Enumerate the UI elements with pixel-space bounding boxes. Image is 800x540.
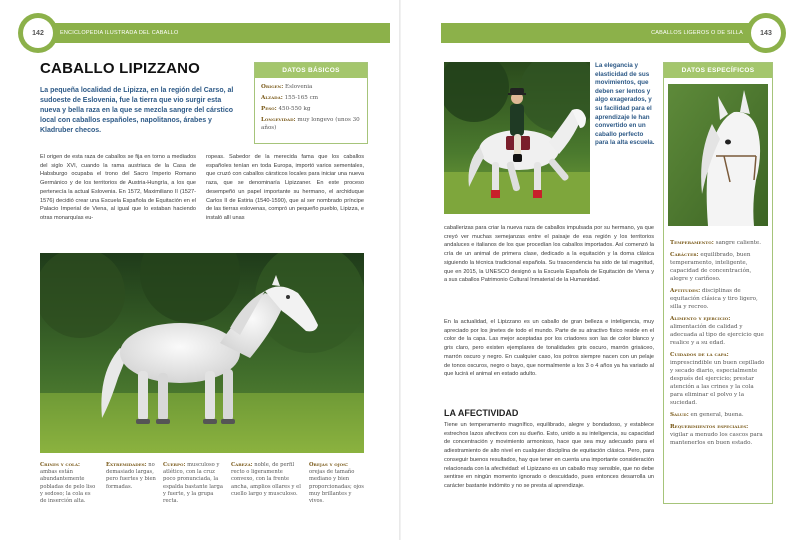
body-paragraph-2: En la actualidad, el Lipizzano es un caballo de gran belleza e inteligencia, muy apreciado por los jinetes de todo el mundo. Parte de su atractivo físico reside en el color de la capa. Las mejor aceptadas por los criadores son las de color blanco y gris claro, pero existen ejemplares de tonalidades gris oscuro, marrón grisáceo, marrón oscuro y negro. En cualquier caso, los potros siempre nacen con un pelaje de tonos oscuros, negro o bayo, que normalmente a los 3 o 4 años ya ha variado al que lucirá el animal en estado adulto. [444,319,654,378]
datos-especificos-item: Requerimientos especiales: vigilar a menudo los cascos para mantenerlos en buen estado. [670,424,763,446]
right-page [401,0,800,540]
datos-especificos-item: Alimento y ejercicio: alimentación de calidad y adecuada al tipo de ejercicio que realice y a su edad. [670,316,764,346]
datos-especificos-header: DATOS ESPECÍFICOS [664,63,772,78]
horse-head-photo [668,84,768,226]
left-page-number: 142 [32,29,44,37]
datos-basicos-item: Origen: Eslovenia [261,84,313,90]
datos-especificos-body [664,234,772,456]
datos-basicos-item: Alzada: 155-165 cm [261,95,319,101]
right-running-head-bar [441,23,771,43]
body-column-1: El origen de esta raza de caballos se fija en torno a mediados del siglo XVI, cuando la rama austriaca de la Casa de Habsburgo ocupaba el trono del Sacro Imperio Romano Germánico y de los territorios de Austria-Hungría, a los que pertenecía la actual Eslovenia. En 1572, Maximiliano II (1527-1576) decidió crear una Escuela Española de Equitación en el Palacio Imperial de Viena, al igual que lo estaban haciendo otras monarquías eu- [40,154,196,221]
lead-paragraph: La pequeña localidad de Lipizza, en la región del Carso, al sudoeste de Eslovenia, fue la tierra que vio surgir esta nueva y bella raza en la que se mezcla sangre del cárstico local con caballos españoles, napolitanos, árabes y Kladruber checos. [40,87,234,134]
caption-orejas-ojos: Orejas y ojos: orejas de tamaño mediano y bien proporcionadas; ojos muy brillantes y vivos. [309,462,364,505]
datos-basicos-header: DATOS BÁSICOS [255,63,367,78]
right-page-number: 143 [760,29,772,37]
left-page [0,0,399,540]
caption-extremidades: Extremidades: no demasiado largas, pero fuertes y bien formadas. [106,462,156,490]
datos-basicos-box [254,62,368,144]
datos-especificos-item: Cuidados de la capa: imprescindible un buen cepillado y secado diario, especialmente después del ejercicio; prestar atención a las crines y la cola para eliminar el polvo y la suciedad. [670,352,765,406]
caption-cuerpo: Cuerpo: musculoso y atlético, con la cruz poco pronunciada, la espalda bastante larga y fuerte, y la grupa recta. [163,462,223,505]
right-running-head: CABALLOS LIGEROS O DE SILLA [651,30,743,36]
body-column-2: ropeas. Sabedor de la merecida fama que los caballos españoles tenían en toda Europa, importó varios sementales, que cruzó con caballos cársticos locales para iniciar una nueva raza, que se denominaría Lipizzaner. En este proceso desempeñó un papel importante su hermano, el archiduque Carlos II de Estiria (1540-1590), que al ser nombrado príncipe de las tierras eslovenas, compró un pequeño pueblo, Lipizza, e instaló allí unas [206,154,364,221]
white-horse-photo [40,253,364,453]
left-page-number-badge [18,13,58,53]
datos-especificos-item: Carácter: equilibrado, buen temperamento, inteligente, capacidad de concentración, alegre y cariñoso. [670,252,752,282]
datos-especificos-item: Salud: en general, buena. [670,412,744,418]
section-subhead: LA AFECTIVIDAD [444,408,519,418]
left-running-head-bar [24,23,390,43]
rider-horse-photo [444,62,590,214]
caption-crines-cola: Crines y cola: ambas están abundantemente pobladas de pelo liso y sedoso; la cola es de inserción alta. [40,462,96,505]
photo-caption: La elegancia y elasticidad de sus movimientos, que deben ser lentos y algo exagerados, y su facilidad para el aprendizaje le han convertido en un caballo perfecto para la alta escuela. [595,62,655,147]
body-paragraph-1: caballerizas para criar la nueva raza de caballos impulsada por su hermano, ya que creyó ver muchas semejanzas entre el paisaje de esa región y los territorios andaluces e italianos de los que procedían los caballos importados. Así comenzó la cría de un animal de primera clase, dedicado a la equitación y la doma clásica siguiendo la técnica tradicional española. Su trascendencia ha sido de tal magnitud, que en 2015, la UNESCO designó a la Escuela Española de Equitación de Viena y a sus caballos Patrimonio Cultural Inmaterial de la Humanidad. [444,225,654,284]
datos-especificos-box [663,62,773,504]
right-page-number-badge [746,13,786,53]
left-running-head: ENCICLOPEDIA ILUSTRADA DEL CABALLO [60,30,179,36]
datos-basicos-body [255,78,367,140]
datos-basicos-item: Peso: 450-550 kg [261,106,311,112]
datos-especificos-item: Aptitudes: disciplinas de equitación clásica y tiro ligero, silla y recreo. [670,288,758,310]
page-title: CABALLO LIPIZZANO [40,60,201,77]
caption-cabeza: Cabeza: noble, de perfil recto o ligeramente convexo, con la frente ancha, amplios ollares y el cuello largo y musculoso. [231,462,301,497]
datos-especificos-item: Temperamento: sangre caliente. [670,240,762,246]
body-paragraph-3: Tiene un temperamento magnífico, equilibrado, alegre y bondadoso, y establece estrechos lazos afectivos con su dueño. Esto, unido a su inteligencia, su capacidad de concentración y movimiento armonioso, hace que sea muy adecuado para el adiestramiento de alto nivel en cualquier disciplina de equitación clásica. Pero, para conseguir buenos resultados, hay que tener en cuenta una importante consideración relacionada con la afectividad: el Lipizzano es un caballo muy sensible, que no debe sentirse en ningún momento ignorado o descuidado, pues entonces desarrolla un carácter bastante indómito y no se presta al aprendizaje. [444,422,654,489]
datos-basicos-item: Longevidad: muy longevo (unos 30 años) [261,117,360,131]
